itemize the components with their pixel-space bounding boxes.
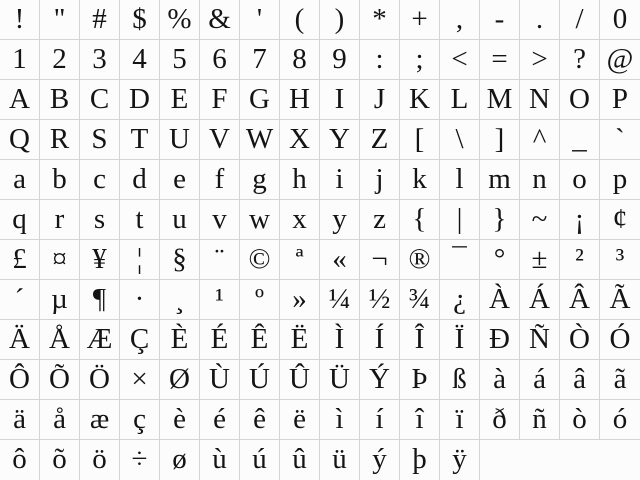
- glyph-cell[interactable]: Å: [40, 320, 80, 360]
- glyph-cell[interactable]: Y: [320, 120, 360, 160]
- glyph-cell[interactable]: _: [560, 120, 600, 160]
- glyph-cell[interactable]: }: [480, 200, 520, 240]
- glyph-cell[interactable]: ¡: [560, 200, 600, 240]
- glyph-cell[interactable]: y: [320, 200, 360, 240]
- glyph-cell[interactable]: Ñ: [520, 320, 560, 360]
- glyph-cell[interactable]: ÿ: [440, 440, 480, 480]
- glyph-cell[interactable]: I: [320, 80, 360, 120]
- glyph-cell[interactable]: <: [440, 40, 480, 80]
- glyph-cell[interactable]: ¤: [40, 240, 80, 280]
- glyph-cell[interactable]: B: [40, 80, 80, 120]
- glyph-cell[interactable]: Ü: [320, 360, 360, 400]
- glyph-cell[interactable]: s: [80, 200, 120, 240]
- glyph-cell[interactable]: ¹: [200, 280, 240, 320]
- glyph-cell[interactable]: e: [160, 160, 200, 200]
- glyph-cell[interactable]: ³: [600, 240, 640, 280]
- glyph-cell[interactable]: ': [240, 0, 280, 40]
- glyph-cell[interactable]: ¸: [160, 280, 200, 320]
- glyph-cell[interactable]: %: [160, 0, 200, 40]
- glyph-cell[interactable]: M: [480, 80, 520, 120]
- glyph-cell[interactable]: 8: [280, 40, 320, 80]
- glyph-cell[interactable]: ÷: [120, 440, 160, 480]
- glyph-cell[interactable]: :: [360, 40, 400, 80]
- glyph-cell[interactable]: H: [280, 80, 320, 120]
- glyph-cell[interactable]: .: [520, 0, 560, 40]
- glyph-cell[interactable]: ï: [440, 400, 480, 440]
- glyph-cell[interactable]: Ò: [560, 320, 600, 360]
- glyph-cell[interactable]: º: [240, 280, 280, 320]
- glyph-cell[interactable]: *: [360, 0, 400, 40]
- glyph-cell[interactable]: Ì: [320, 320, 360, 360]
- glyph-cell[interactable]: q: [0, 200, 40, 240]
- glyph-cell[interactable]: V: [200, 120, 240, 160]
- glyph-cell[interactable]: ê: [240, 400, 280, 440]
- glyph-cell[interactable]: Ó: [600, 320, 640, 360]
- glyph-cell[interactable]: ²: [560, 240, 600, 280]
- glyph-cell[interactable]: f: [200, 160, 240, 200]
- glyph-cell[interactable]: â: [560, 360, 600, 400]
- glyph-cell[interactable]: ½: [360, 280, 400, 320]
- glyph-cell[interactable]: O: [560, 80, 600, 120]
- glyph-cell[interactable]: í: [360, 400, 400, 440]
- glyph-cell[interactable]: ý: [360, 440, 400, 480]
- glyph-cell[interactable]: °: [480, 240, 520, 280]
- glyph-cell[interactable]: C: [80, 80, 120, 120]
- glyph-cell[interactable]: j: [360, 160, 400, 200]
- glyph-cell[interactable]: Ï: [440, 320, 480, 360]
- glyph-cell[interactable]: ®: [400, 240, 440, 280]
- glyph-cell[interactable]: S: [80, 120, 120, 160]
- glyph-cell[interactable]: ¬: [360, 240, 400, 280]
- glyph-cell[interactable]: 3: [80, 40, 120, 80]
- glyph-cell[interactable]: ;: [400, 40, 440, 80]
- glyph-cell[interactable]: Ù: [200, 360, 240, 400]
- glyph-cell[interactable]: ª: [280, 240, 320, 280]
- glyph-cell[interactable]: ¯: [440, 240, 480, 280]
- glyph-cell[interactable]: U: [160, 120, 200, 160]
- glyph-cell[interactable]: µ: [40, 280, 80, 320]
- glyph-cell[interactable]: Ø: [160, 360, 200, 400]
- glyph-cell[interactable]: ü: [320, 440, 360, 480]
- glyph-cell[interactable]: Â: [560, 280, 600, 320]
- glyph-cell[interactable]: å: [40, 400, 80, 440]
- glyph-cell[interactable]: ): [320, 0, 360, 40]
- glyph-cell[interactable]: |: [440, 200, 480, 240]
- glyph-cell[interactable]: w: [240, 200, 280, 240]
- glyph-cell[interactable]: Q: [0, 120, 40, 160]
- glyph-cell[interactable]: v: [200, 200, 240, 240]
- glyph-cell[interactable]: ,: [440, 0, 480, 40]
- glyph-cell[interactable]: Õ: [40, 360, 80, 400]
- glyph-cell[interactable]: ?: [560, 40, 600, 80]
- glyph-cell[interactable]: 2: [40, 40, 80, 80]
- glyph-cell[interactable]: ¨: [200, 240, 240, 280]
- glyph-cell[interactable]: ø: [160, 440, 200, 480]
- glyph-cell[interactable]: L: [440, 80, 480, 120]
- glyph-cell[interactable]: î: [400, 400, 440, 440]
- glyph-cell[interactable]: ·: [120, 280, 160, 320]
- glyph-cell[interactable]: ó: [600, 400, 640, 440]
- glyph-cell[interactable]: T: [120, 120, 160, 160]
- glyph-cell[interactable]: ~: [520, 200, 560, 240]
- glyph-cell[interactable]: -: [480, 0, 520, 40]
- glyph-cell[interactable]: P: [600, 80, 640, 120]
- glyph-cell[interactable]: Þ: [400, 360, 440, 400]
- glyph-cell[interactable]: t: [120, 200, 160, 240]
- glyph-cell[interactable]: È: [160, 320, 200, 360]
- glyph-cell[interactable]: R: [40, 120, 80, 160]
- glyph-cell[interactable]: ë: [280, 400, 320, 440]
- glyph-cell[interactable]: ¾: [400, 280, 440, 320]
- glyph-cell[interactable]: õ: [40, 440, 80, 480]
- glyph-cell[interactable]: ù: [200, 440, 240, 480]
- glyph-cell[interactable]: l: [440, 160, 480, 200]
- glyph-cell[interactable]: 5: [160, 40, 200, 80]
- glyph-cell[interactable]: ´: [0, 280, 40, 320]
- glyph-cell[interactable]: A: [0, 80, 40, 120]
- glyph-cell[interactable]: W: [240, 120, 280, 160]
- glyph-cell[interactable]: É: [200, 320, 240, 360]
- glyph-cell[interactable]: c: [80, 160, 120, 200]
- glyph-cell[interactable]: Ê: [240, 320, 280, 360]
- glyph-cell[interactable]: ú: [240, 440, 280, 480]
- glyph-cell[interactable]: À: [480, 280, 520, 320]
- glyph-cell[interactable]: ¥: [80, 240, 120, 280]
- glyph-cell[interactable]: æ: [80, 400, 120, 440]
- glyph-cell[interactable]: Z: [360, 120, 400, 160]
- glyph-cell[interactable]: «: [320, 240, 360, 280]
- glyph-cell[interactable]: 1: [0, 40, 40, 80]
- glyph-cell[interactable]: a: [0, 160, 40, 200]
- glyph-cell[interactable]: Ú: [240, 360, 280, 400]
- glyph-cell[interactable]: Û: [280, 360, 320, 400]
- glyph-cell[interactable]: o: [560, 160, 600, 200]
- glyph-cell[interactable]: X: [280, 120, 320, 160]
- glyph-cell[interactable]: ä: [0, 400, 40, 440]
- glyph-cell[interactable]: k: [400, 160, 440, 200]
- glyph-cell[interactable]: p: [600, 160, 640, 200]
- glyph-cell[interactable]: à: [480, 360, 520, 400]
- glyph-cell[interactable]: h: [280, 160, 320, 200]
- glyph-cell[interactable]: ]: [480, 120, 520, 160]
- glyph-cell[interactable]: é: [200, 400, 240, 440]
- glyph-cell[interactable]: ò: [560, 400, 600, 440]
- glyph-cell[interactable]: §: [160, 240, 200, 280]
- glyph-cell[interactable]: g: [240, 160, 280, 200]
- glyph-cell[interactable]: ö: [80, 440, 120, 480]
- glyph-cell[interactable]: #: [80, 0, 120, 40]
- glyph-cell[interactable]: 7: [240, 40, 280, 80]
- glyph-cell[interactable]: K: [400, 80, 440, 120]
- glyph-cell[interactable]: /: [560, 0, 600, 40]
- glyph-cell[interactable]: ð: [480, 400, 520, 440]
- glyph-cell[interactable]: Á: [520, 280, 560, 320]
- glyph-cell[interactable]: Ö: [80, 360, 120, 400]
- glyph-cell[interactable]: x: [280, 200, 320, 240]
- glyph-cell[interactable]: &: [200, 0, 240, 40]
- glyph-cell[interactable]: ¶: [80, 280, 120, 320]
- glyph-cell[interactable]: Ô: [0, 360, 40, 400]
- glyph-cell[interactable]: »: [280, 280, 320, 320]
- glyph-cell[interactable]: Ä: [0, 320, 40, 360]
- glyph-cell[interactable]: ¦: [120, 240, 160, 280]
- glyph-cell[interactable]: Î: [400, 320, 440, 360]
- glyph-cell[interactable]: Æ: [80, 320, 120, 360]
- glyph-cell[interactable]: u: [160, 200, 200, 240]
- glyph-cell[interactable]: £: [0, 240, 40, 280]
- glyph-cell[interactable]: ç: [120, 400, 160, 440]
- glyph-cell[interactable]: =: [480, 40, 520, 80]
- glyph-cell[interactable]: Ý: [360, 360, 400, 400]
- glyph-cell[interactable]: ©: [240, 240, 280, 280]
- glyph-cell[interactable]: D: [120, 80, 160, 120]
- glyph-cell[interactable]: i: [320, 160, 360, 200]
- glyph-cell[interactable]: `: [600, 120, 640, 160]
- glyph-cell[interactable]: ±: [520, 240, 560, 280]
- glyph-cell[interactable]: 6: [200, 40, 240, 80]
- glyph-cell[interactable]: J: [360, 80, 400, 120]
- glyph-cell[interactable]: F: [200, 80, 240, 120]
- glyph-cell[interactable]: m: [480, 160, 520, 200]
- glyph-cell[interactable]: á: [520, 360, 560, 400]
- glyph-cell[interactable]: ¢: [600, 200, 640, 240]
- glyph-cell[interactable]: N: [520, 80, 560, 120]
- glyph-cell[interactable]: ×: [120, 360, 160, 400]
- glyph-cell[interactable]: (: [280, 0, 320, 40]
- glyph-cell[interactable]: Ç: [120, 320, 160, 360]
- glyph-cell[interactable]: @: [600, 40, 640, 80]
- glyph-cell[interactable]: +: [400, 0, 440, 40]
- glyph-cell[interactable]: b: [40, 160, 80, 200]
- glyph-cell[interactable]: ß: [440, 360, 480, 400]
- glyph-cell[interactable]: ¼: [320, 280, 360, 320]
- glyph-cell[interactable]: ã: [600, 360, 640, 400]
- glyph-cell[interactable]: û: [280, 440, 320, 480]
- glyph-cell[interactable]: 0: [600, 0, 640, 40]
- glyph-cell[interactable]: Ð: [480, 320, 520, 360]
- glyph-cell[interactable]: z: [360, 200, 400, 240]
- glyph-cell[interactable]: ": [40, 0, 80, 40]
- glyph-cell[interactable]: \: [440, 120, 480, 160]
- glyph-cell[interactable]: 9: [320, 40, 360, 80]
- glyph-cell[interactable]: Ë: [280, 320, 320, 360]
- glyph-cell[interactable]: ñ: [520, 400, 560, 440]
- glyph-cell[interactable]: r: [40, 200, 80, 240]
- glyph-cell[interactable]: 4: [120, 40, 160, 80]
- glyph-cell[interactable]: >: [520, 40, 560, 80]
- glyph-cell[interactable]: !: [0, 0, 40, 40]
- glyph-cell[interactable]: ^: [520, 120, 560, 160]
- glyph-cell[interactable]: n: [520, 160, 560, 200]
- glyph-cell[interactable]: E: [160, 80, 200, 120]
- glyph-cell[interactable]: þ: [400, 440, 440, 480]
- glyph-cell[interactable]: [: [400, 120, 440, 160]
- glyph-cell[interactable]: è: [160, 400, 200, 440]
- glyph-cell[interactable]: {: [400, 200, 440, 240]
- glyph-cell[interactable]: d: [120, 160, 160, 200]
- glyph-cell[interactable]: $: [120, 0, 160, 40]
- glyph-cell[interactable]: ¿: [440, 280, 480, 320]
- glyph-cell[interactable]: ì: [320, 400, 360, 440]
- glyph-cell[interactable]: G: [240, 80, 280, 120]
- glyph-cell[interactable]: Ã: [600, 280, 640, 320]
- glyph-cell[interactable]: ô: [0, 440, 40, 480]
- glyph-cell[interactable]: Í: [360, 320, 400, 360]
